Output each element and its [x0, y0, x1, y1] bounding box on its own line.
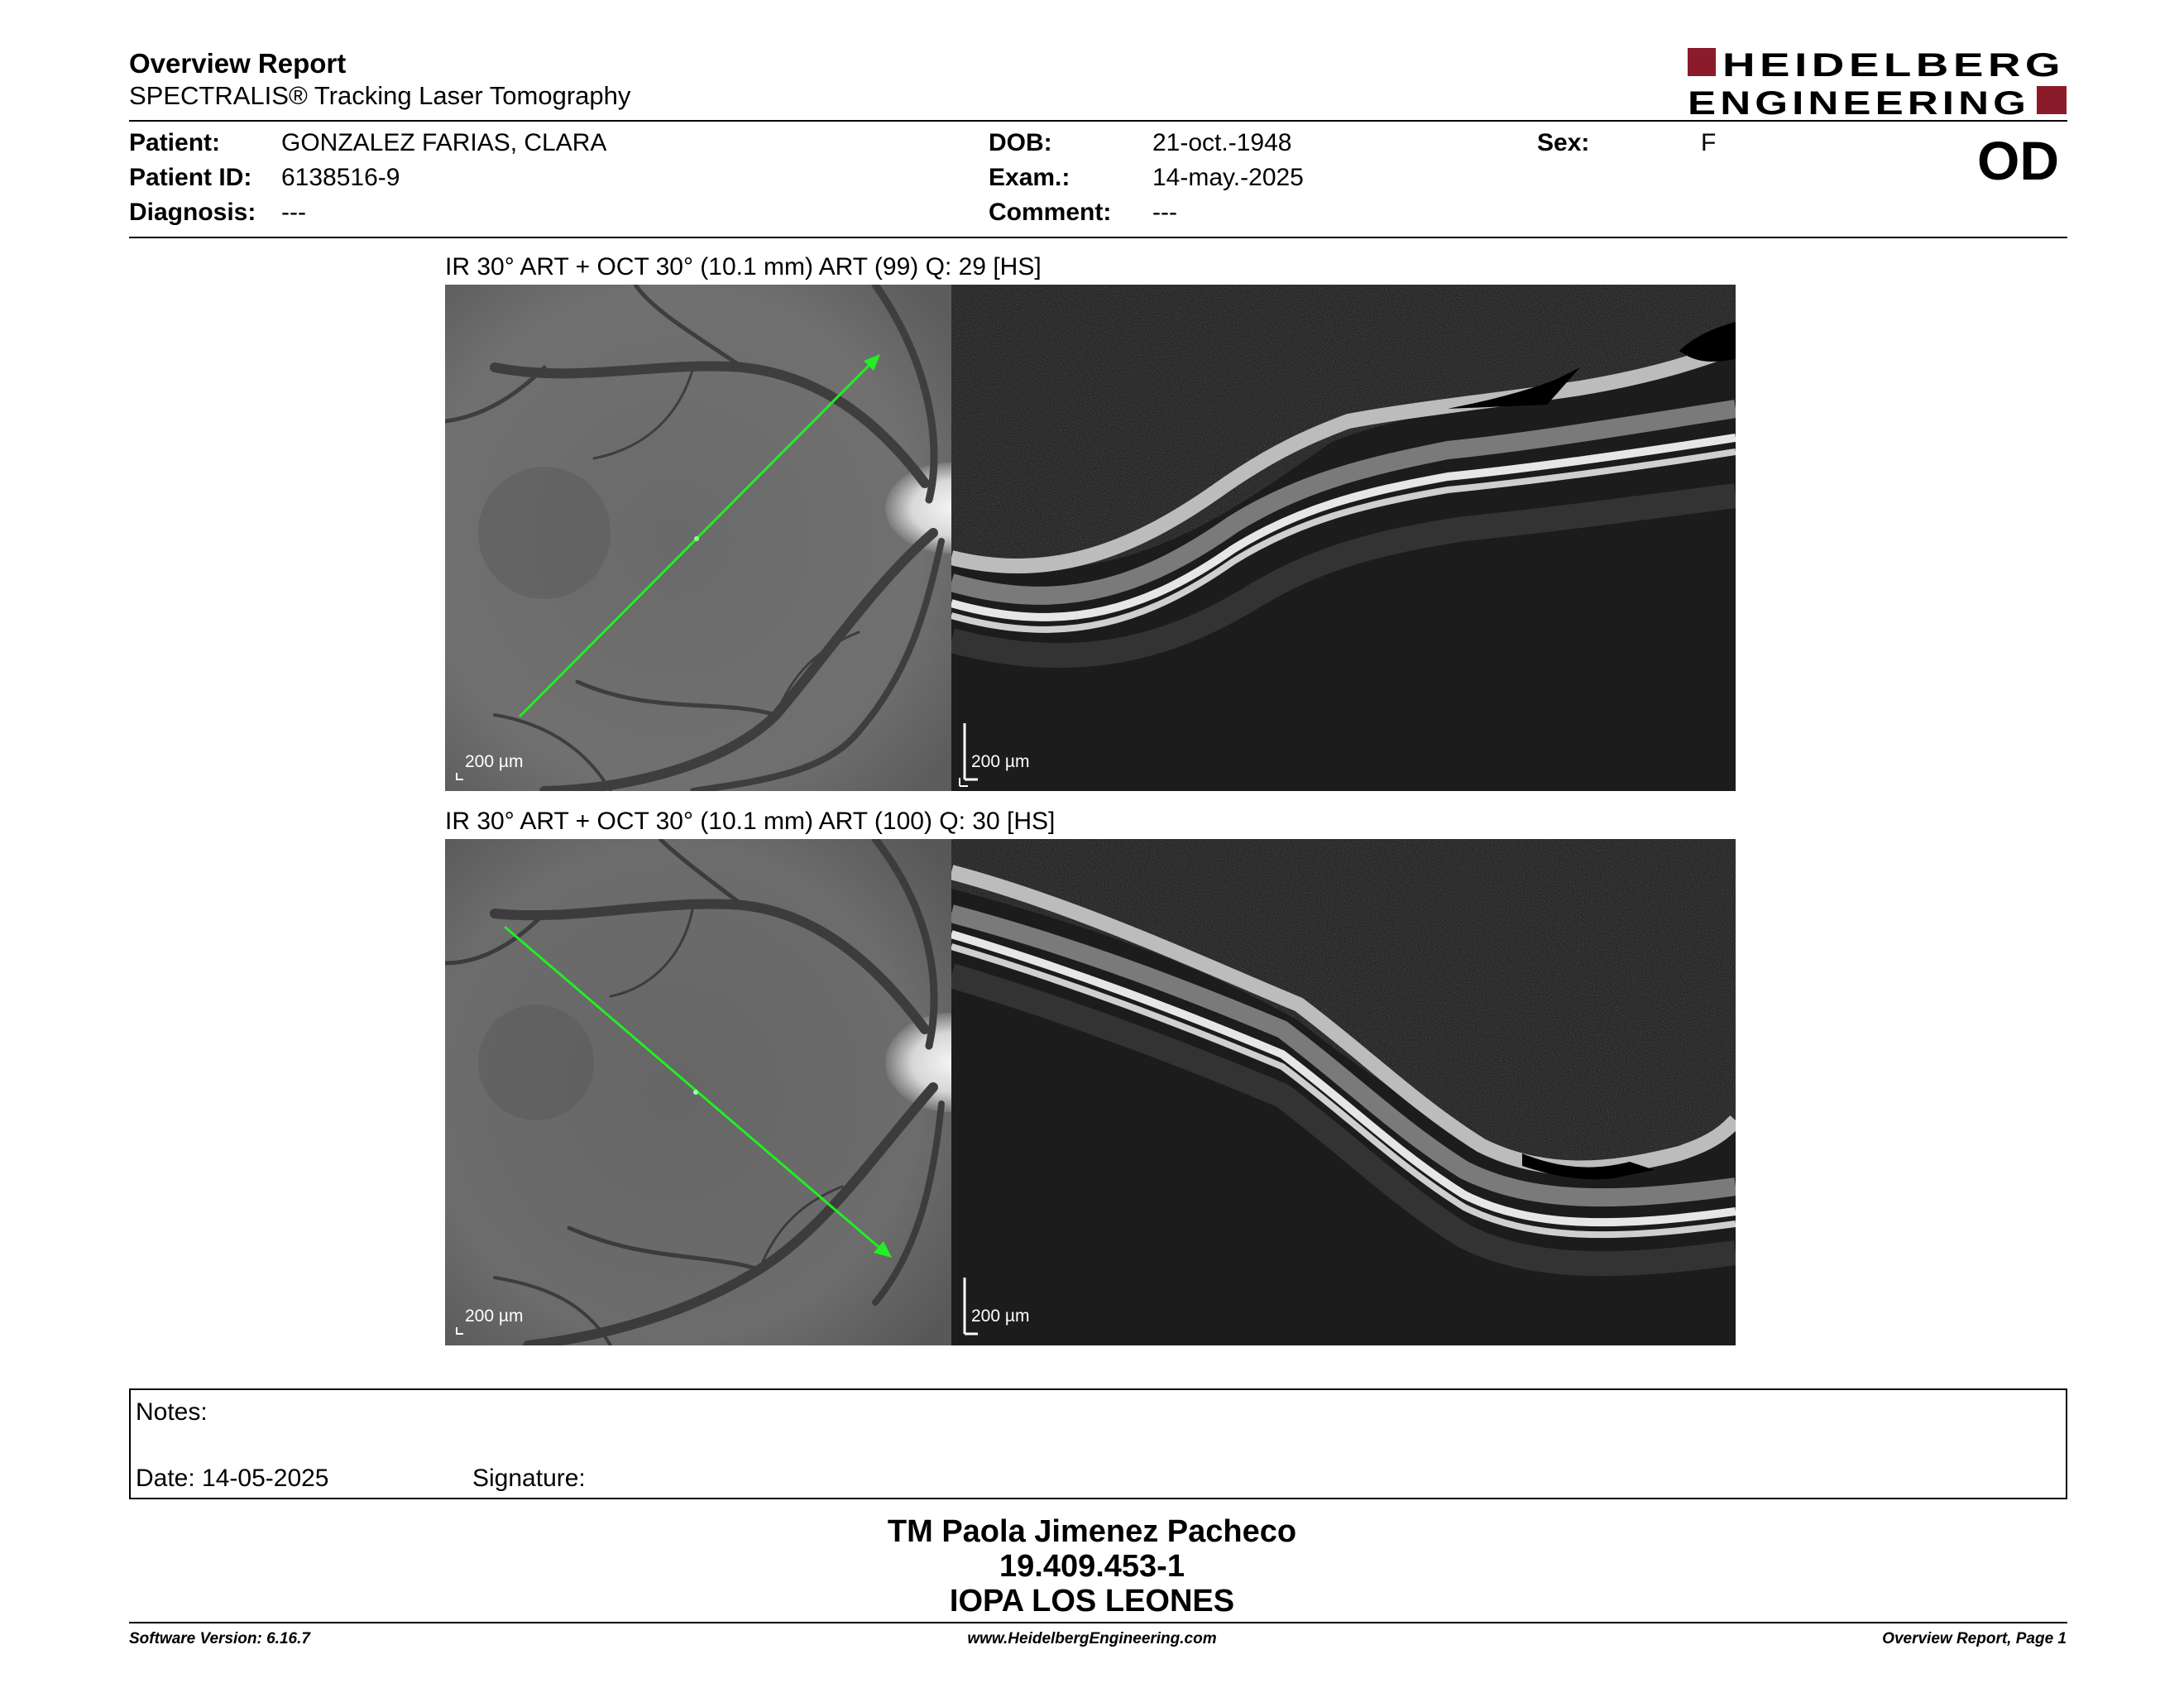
scan-2-oct-scale: 200 µm — [971, 1307, 1030, 1326]
signer-rut: 19.409.453-1 — [999, 1549, 1185, 1584]
diagnosis-label: Diagnosis: — [129, 199, 256, 226]
patient-name: GONZALEZ FARIAS, CLARA — [281, 129, 607, 156]
report-subtitle: SPECTRALIS® Tracking Laser Tomography — [129, 81, 631, 110]
scan-1-oct-image — [951, 285, 1736, 791]
footer-divider — [129, 1622, 2067, 1623]
dob-label: DOB: — [989, 129, 1052, 156]
software-version: Software Version: 6.16.7 — [129, 1630, 310, 1647]
patient-label: Patient: — [129, 129, 221, 156]
logo-line1: HEIDELBERG — [1722, 47, 2065, 84]
heidelberg-logo — [1688, 46, 2068, 117]
scan-2-oct-image — [951, 839, 1736, 1345]
exam-value: 14-may.-2025 — [1152, 164, 1304, 191]
header-divider — [129, 120, 2067, 122]
scan-1-fundus-image — [445, 285, 951, 791]
scan-1-oct-scale: 200 µm — [971, 752, 1030, 771]
exam-label: Exam.: — [989, 164, 1070, 191]
scan-2-title: IR 30° ART + OCT 30° (10.1 mm) ART (100) Q: 30 [HS] — [445, 808, 1056, 835]
comment-label: Comment: — [989, 199, 1112, 226]
dob-value: 21-oct.-1948 — [1152, 129, 1292, 156]
website-link[interactable]: www.HeidelbergEngineering.com — [967, 1630, 1217, 1647]
sex-value: F — [1701, 129, 1717, 156]
comment-value: --- — [1152, 199, 1177, 226]
signature-label: Signature: — [472, 1465, 586, 1492]
date-label: Date: 14-05-2025 — [136, 1465, 329, 1492]
report-title: Overview Report — [129, 48, 347, 79]
patient-id: 6138516-9 — [281, 164, 400, 191]
notes-label: Notes: — [136, 1398, 208, 1426]
sex-label: Sex: — [1537, 129, 1590, 156]
signer-name: TM Paola Jimenez Pacheco — [887, 1514, 1297, 1549]
logo-line2: ENGINEERING — [1688, 85, 2030, 117]
signer-institution: IOPA LOS LEONES — [949, 1584, 1235, 1618]
eye-indicator: OD — [1977, 130, 2059, 191]
scan-1-title: IR 30° ART + OCT 30° (10.1 mm) ART (99) Q: 29 [HS] — [445, 253, 1042, 281]
notes-box — [129, 1388, 2067, 1499]
scan-2-fundus-scale: 200 µm — [465, 1307, 524, 1326]
scan-1-fundus-scale: 200 µm — [465, 752, 524, 771]
info-divider — [129, 237, 2067, 238]
patient-id-label: Patient ID: — [129, 164, 252, 191]
diagnosis-value: --- — [281, 199, 306, 226]
scan-2-fundus-image — [445, 839, 951, 1345]
page-indicator: Overview Report, Page 1 — [1882, 1630, 2067, 1647]
